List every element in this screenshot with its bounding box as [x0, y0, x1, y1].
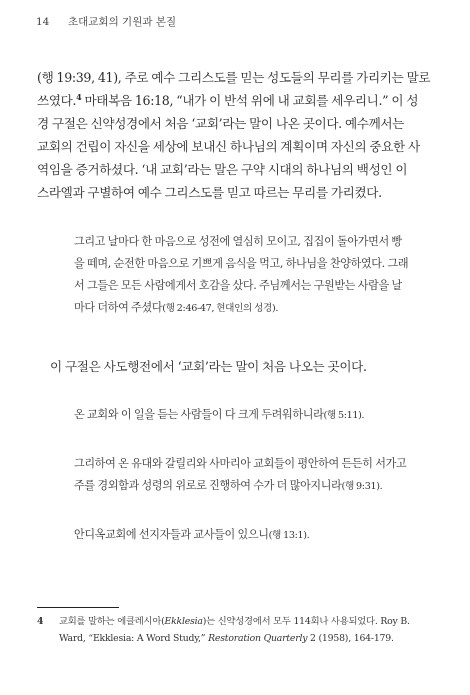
running-title: 초대교회의 기원과 본질 [68, 16, 177, 28]
footnote-text: 2 (1958), 164-179. [307, 633, 394, 644]
footnote-text: )는 신약성경에서 모두 114회나 사용되었다. Roy B. [202, 616, 410, 627]
quote-line: 그리하여 온 유대와 갈릴리와 사마리아 교회들이 평안하여 든든히 서가고 [74, 457, 407, 470]
quote-text: 안디옥교회에 선지자들과 교사들이 있으니 [74, 528, 269, 541]
paragraph-line: 역임을 증거하셨다. ‘내 교회’라는 말은 구약 시대의 하나님의 백성인 이 [37, 162, 408, 177]
block-quote-acts-9 [74, 453, 444, 498]
paragraph-text: 마태복음 16:18, “내가 이 반석 위에 내 교회를 세우리니.” 이 성 [81, 93, 419, 108]
quote-text: 주를 경외함과 성령의 위로로 진행하여 수가 더 많아지니라 [74, 479, 342, 492]
scripture-reference: (행 13:1). [268, 530, 310, 541]
quote-line [74, 524, 444, 547]
footnote-text: Ward, “Ekklesia: A Word Study,” [59, 633, 209, 644]
footnote-number: 4 [37, 616, 44, 627]
scripture-reference: (행 9:31). [341, 481, 383, 492]
paragraph-line: 교회의 건립이 자신을 세상에 보내신 하나님의 계획이며 자신의 중요한 사 [37, 139, 420, 154]
footnote [37, 613, 447, 647]
block-quote-acts-2 [74, 231, 444, 320]
footnote-line [37, 613, 447, 630]
page-number: 14 [36, 16, 50, 28]
paragraph-line: 스라엘과 구별하여 예수 그리스도를 믿고 따르는 무리를 가리켰다. [37, 185, 382, 200]
footnote-line [37, 630, 447, 647]
statement-line: 이 구절은 사도행전에서 ‘교회’라는 말이 처음 나오는 곳이다. [50, 359, 367, 374]
quote-text: 마다 더하여 주셨다 [74, 301, 163, 314]
paragraph-text: 쓰였다. [37, 93, 77, 108]
footnote-term: Ekklesia [164, 616, 203, 627]
quote-line [74, 297, 444, 320]
quote-line [74, 404, 444, 427]
footnote-divider [37, 607, 119, 608]
quote-line: 서 그들은 모든 사람에게서 호감을 샀다. 주님께서는 구원받는 사람을 날 [74, 279, 402, 292]
footnote-journal: Restoration Quarterly [208, 633, 308, 644]
block-quote-acts-13 [74, 524, 444, 547]
scripture-reference: (행 5:11). [323, 410, 365, 421]
paragraph-line: 경 구절은 신약성경에서 처음 ‘교회’라는 말이 나온 곳이다. 예수께서는 [37, 116, 405, 131]
footnote-marker: 4 [76, 91, 82, 102]
body-paragraph [37, 66, 437, 204]
paragraph-line [37, 89, 437, 112]
quote-line: 그리고 날마다 한 마음으로 성전에 열심히 모이고, 집집이 돌아가면서 빵 [74, 235, 402, 248]
block-quote-acts-5 [74, 404, 444, 427]
paragraph-line: (행 19:39, 41), 주로 예수 그리스도를 믿는 성도들의 무리를 가리키는 말로 [37, 70, 431, 85]
scripture-reference: (행 2:46-47, 현대인의 성경). [162, 303, 279, 314]
quote-text: 온 교회와 이 일을 듣는 사람들이 다 크게 두려워하니라 [74, 408, 324, 421]
running-header [36, 14, 176, 29]
quote-line [74, 475, 444, 498]
quote-line: 을 떼며, 순전한 마음으로 기쁘게 음식을 먹고, 하나님을 찬양하였다. 그래 [74, 257, 409, 270]
footnote-text: 교회를 말하는 에클레시아( [59, 616, 165, 627]
